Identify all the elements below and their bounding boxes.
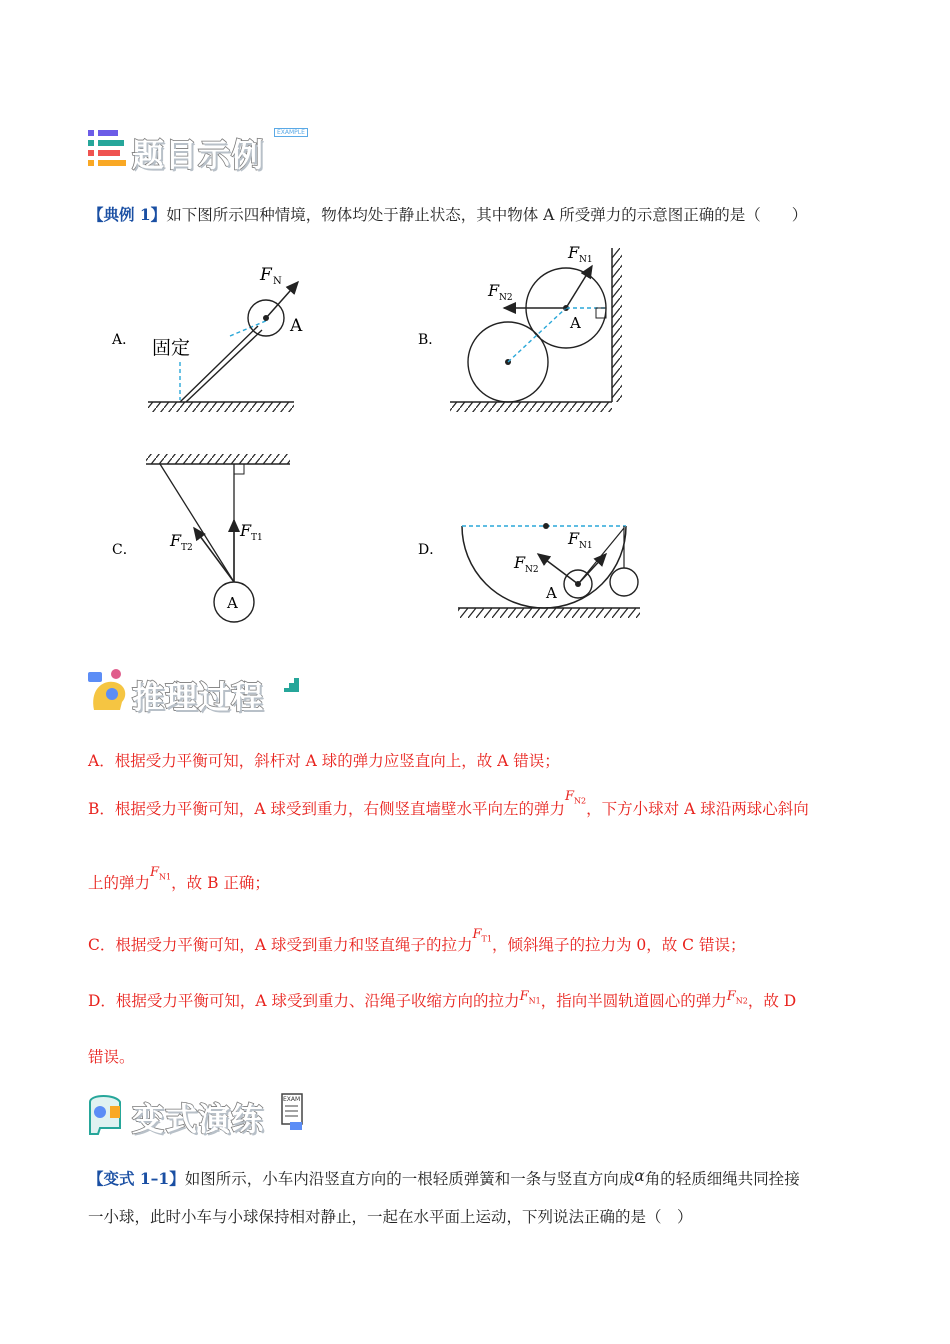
reasoning-b-line1 [88, 789, 809, 827]
exam-badge: EXAM [283, 1096, 301, 1103]
force-arrow-n2 [538, 554, 578, 584]
option-label: A． [112, 332, 137, 348]
question-text: 如下图所示四种情境，物体均处于静止状态，其中物体 A 所受弹力的示意图正确的是（ ） [166, 206, 808, 224]
right-angle-mark [234, 464, 244, 474]
ground-hatch [450, 402, 612, 412]
fn2-label: F [488, 281, 500, 300]
force-arrow-t2 [194, 528, 234, 582]
ft1-label: F [240, 521, 252, 540]
example-section-banner [86, 126, 316, 174]
reasoning-d-text2: ，指向半圆轨道圆心的弹力 [540, 992, 727, 1010]
reasoning-c [88, 927, 746, 963]
fn1-label-sub: N1 [579, 541, 593, 551]
option-label: C． [112, 542, 137, 558]
symbol-fn2: FN2 [565, 789, 587, 806]
variant-text1b: 角的轻质细绳共同拴接 [644, 1170, 800, 1188]
ball-label: A [227, 594, 238, 612]
ball-label: A [290, 316, 303, 336]
ft2-label-sub: T2 [181, 543, 193, 553]
variant-tag: 【变式 1–1】 [88, 1169, 185, 1188]
variant-line2: 一小球，此时小车与小球保持相对静止，一起在水平面上运动，下列说法正确的是（ ） [88, 1208, 693, 1226]
force-label: F [260, 265, 272, 285]
question-tag: 【典例 1】 [88, 205, 167, 224]
alpha-symbol: α [634, 1167, 645, 1185]
fixed-label: 固定 [152, 337, 191, 359]
ball-label: A [570, 314, 581, 332]
figure-c [112, 454, 290, 622]
symbol-fn1: FN1 [519, 989, 541, 1006]
hanging-ball [610, 568, 638, 596]
reasoning-c-text2: ，倾斜绳子的拉力为 0，故 C 错误； [491, 936, 746, 954]
section-title: 变式演练 [132, 1100, 265, 1138]
section-title: 题目示例 [132, 136, 265, 174]
fn1-label-sub: N1 [579, 255, 593, 265]
fn2-label-sub: N2 [499, 293, 513, 303]
reasoning-c-text1: C．根据受力平衡可知，A 球受到重力和竖直绳子的拉力 [88, 936, 473, 954]
ceiling-hatch [146, 454, 290, 464]
brain-head-icon [86, 668, 130, 714]
reasoning-d-line2: 错误。 [88, 1048, 135, 1066]
ft1-label-sub: T1 [251, 533, 263, 543]
fn2-label: F [514, 553, 526, 572]
reasoning-section-banner [86, 668, 316, 716]
option-label: B． [418, 332, 443, 348]
figure-d [418, 523, 640, 618]
fn1-label: F [568, 243, 580, 262]
ground-hatch [458, 608, 640, 618]
rod-edge [186, 330, 262, 402]
ball-label: A [546, 584, 557, 602]
reasoning-d-text3: ，故 D [747, 992, 797, 1010]
fn2-label-sub: N2 [525, 565, 539, 575]
reasoning-b-text2: ，下方小球对 A 球沿两球心斜向 [586, 800, 809, 818]
ft2-label: F [170, 531, 182, 550]
reasoning-d-line1 [88, 990, 796, 1019]
fn1-label: F [568, 529, 580, 548]
variant-text1: 如图所示，小车内沿竖直方向的一根轻质弹簧和一条与竖直方向成 [184, 1170, 635, 1188]
reasoning-b-text4: ，故 B 正确； [171, 874, 270, 892]
reasoning-b-line2 [88, 865, 270, 901]
stairs-icon [282, 672, 302, 694]
track-center [543, 523, 549, 529]
variant-section-banner [86, 1090, 316, 1138]
section-title: 推理过程 [132, 678, 265, 716]
reasoning-b-text1: B．根据受力平衡可知，A 球受到重力，右侧竖直墙壁水平向左的弹力 [88, 800, 566, 818]
question-line [88, 204, 807, 226]
reasoning-a: A．根据受力平衡可知，斜杆对 A 球的弹力应竖直向上，故 A 错误； [88, 752, 560, 770]
symbol-fn2: FN2 [726, 989, 748, 1006]
force-label-sub: N [273, 276, 282, 287]
option-label: D． [418, 542, 444, 558]
figures-panel [100, 238, 880, 633]
wall-hatch [612, 248, 622, 402]
figure-a [111, 265, 303, 412]
variant-line1 [88, 1168, 800, 1190]
rod-edge [180, 326, 258, 402]
semicircle-track [462, 526, 626, 608]
brain-book-icon [86, 1092, 130, 1136]
force-arrow-n1 [566, 266, 592, 308]
slanted-rope [160, 464, 234, 582]
figure-b [418, 243, 622, 412]
list-icon [86, 128, 128, 168]
symbol-ft1: FT1 [472, 927, 492, 944]
symbol-fn1: FN1 [150, 865, 172, 882]
reasoning-b-text3: 上的弹力 [88, 874, 151, 892]
ground-hatch [148, 402, 294, 412]
example-badge: EXAMPLE [274, 128, 308, 137]
reasoning-d-text1: D．根据受力平衡可知，A 球受到重力、沿绳子收缩方向的拉力 [88, 992, 520, 1010]
force-arrow-n1 [578, 554, 606, 584]
